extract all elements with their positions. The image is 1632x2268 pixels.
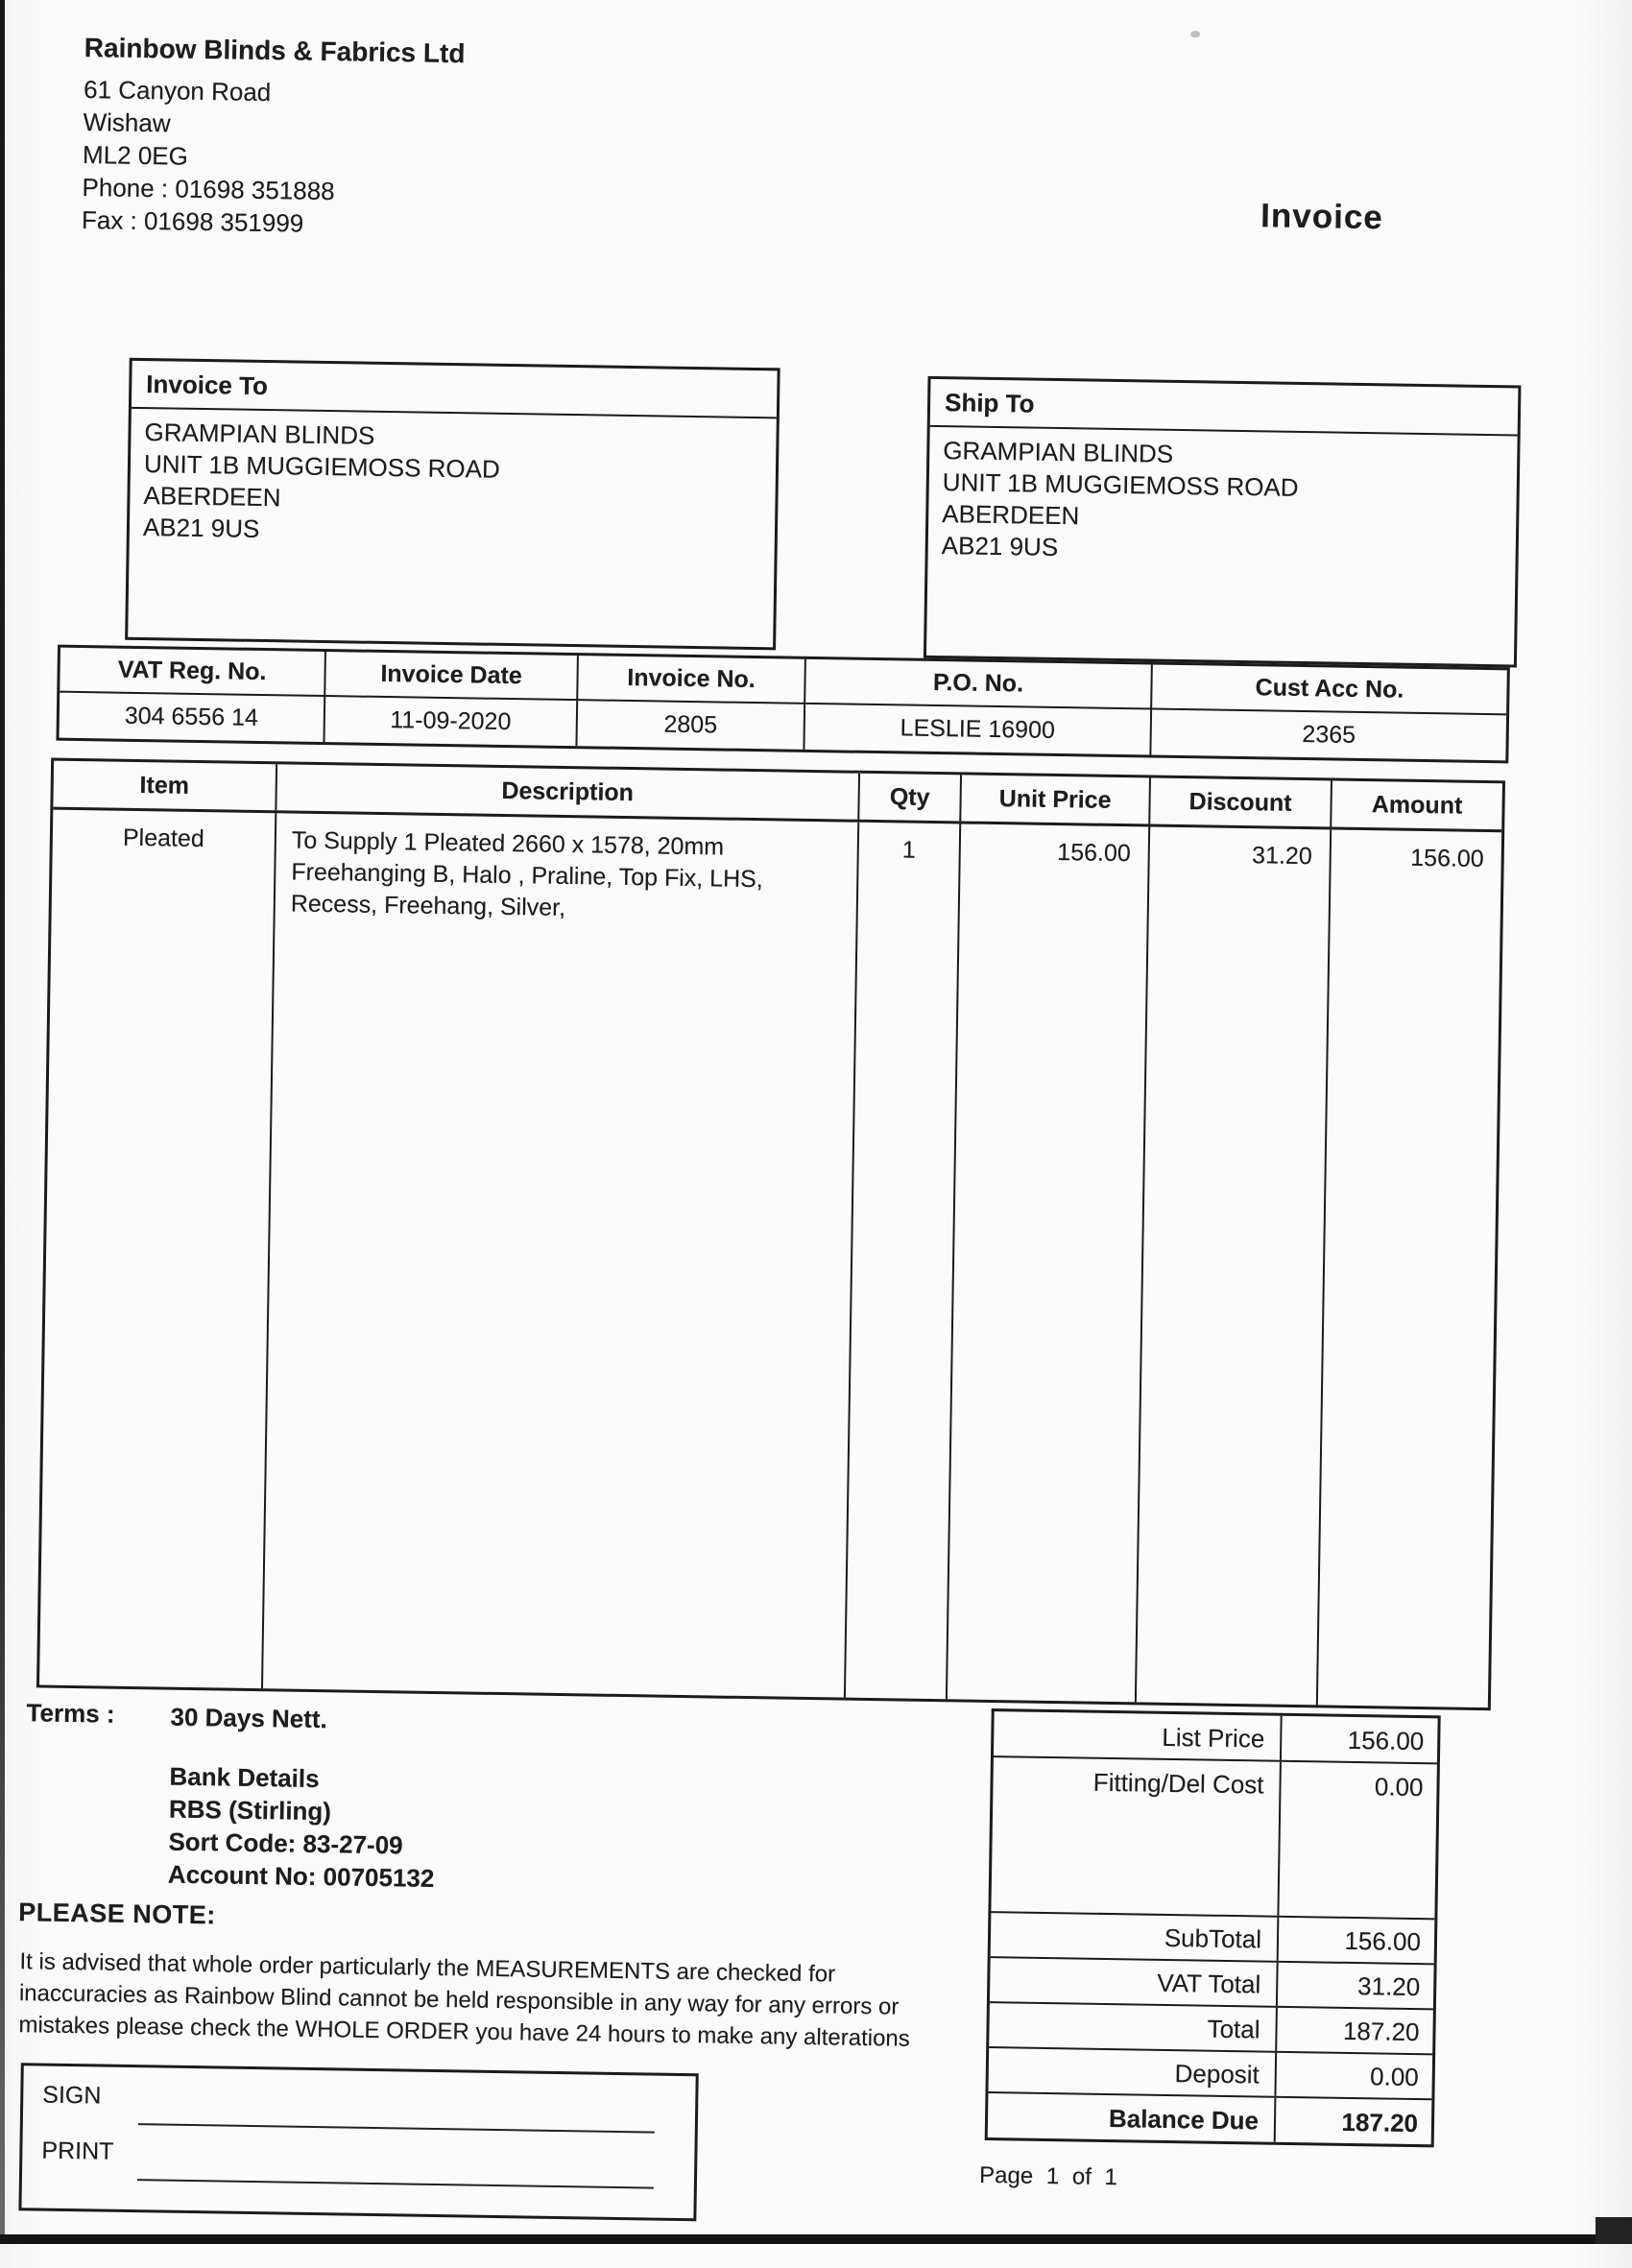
company-address-line: Wishaw (83, 107, 171, 138)
invoice-to-line: ABERDEEN (143, 481, 281, 513)
total-label: Deposit (988, 2048, 1277, 2096)
invoice-to-line: AB21 9US (142, 513, 260, 543)
total-label: Total (989, 2003, 1278, 2051)
meta-header-invoice-date: Invoice Date (325, 652, 579, 701)
invoice-to-address (130, 409, 777, 554)
total-row-deposit (988, 2048, 1432, 2100)
terms-value: 30 Days Nett. (170, 1702, 328, 1734)
items-header-qty: Qty (859, 774, 962, 822)
invoice-to-line: UNIT 1B MUGGIEMOSS ROAD (143, 449, 501, 484)
scan-edge-corner (1596, 2217, 1632, 2244)
ship-to-label: Ship To (930, 379, 1519, 437)
meta-value-cust-acc: 2365 (1302, 721, 1356, 749)
total-label: Fitting/Del Cost (991, 1757, 1281, 1916)
item-qty-cell: 1 (846, 823, 961, 1700)
company-address-line: 61 Canyon Road (83, 74, 272, 107)
total-value: 0.00 (1374, 1772, 1424, 1802)
bank-account-no: Account No: 00705132 (167, 1859, 435, 1893)
scan-speck (1190, 31, 1200, 37)
sign-label: SIGN (42, 2081, 102, 2110)
line-items-table (36, 758, 1505, 1711)
page-number-label: Page 1 of 1 (978, 2161, 1118, 2191)
company-address-line: ML2 0EG (82, 139, 189, 171)
item-unit-price-cell: 156.00 (948, 824, 1150, 1702)
bank-name: RBS (Stirling) (168, 1794, 332, 1826)
ship-to-address (928, 427, 1518, 571)
meta-header-cust-acc: Cust Acc No. (1152, 665, 1507, 716)
bank-sort-code: Sort Code: 83-27-09 (168, 1826, 403, 1860)
total-label: Balance Due (988, 2093, 1277, 2142)
bank-details-heading: Bank Details (169, 1761, 320, 1794)
invoice-to-line: GRAMPIAN BLINDS (144, 418, 375, 450)
scan-edge-left (0, 0, 5, 2244)
total-value: 187.20 (1341, 2107, 1419, 2138)
total-value: 187.20 (1342, 2016, 1420, 2047)
total-row-fitting-del-cost (991, 1757, 1436, 1920)
meta-header-vat-reg: VAT Reg. No. (60, 648, 326, 697)
meta-value-invoice-date: 11-09-2020 (324, 697, 578, 746)
signature-box (18, 2063, 698, 2221)
total-value: 156.00 (1347, 1725, 1425, 1756)
sign-line (138, 2123, 655, 2133)
total-row-subtotal (991, 1913, 1435, 1965)
ship-to-line: UNIT 1B MUGGIEMOSS ROAD (942, 467, 1299, 502)
items-header-unit-price: Unit Price (961, 775, 1151, 824)
ship-to-line: ABERDEEN (942, 499, 1080, 531)
print-label: PRINT (41, 2137, 114, 2165)
item-name-cell: Pleated (39, 810, 276, 1689)
item-amount-cell: 156.00 (1410, 844, 1484, 873)
total-row-total (989, 2003, 1433, 2055)
totals-table (985, 1708, 1441, 2147)
company-fax: Fax : 01698 351999 (81, 204, 304, 238)
total-value: 31.20 (1356, 1971, 1421, 2002)
invoice-to-label: Invoice To (132, 361, 778, 419)
total-value: 156.00 (1344, 1925, 1422, 1957)
item-description-cell: To Supply 1 Pleated 2660 x 1578, 20mm Freehanging B, Halo , Praline, Top Fix, LHS, Recess, Freehang, Silver, (263, 813, 859, 1697)
item-discount-cell: 31.20 (1137, 827, 1332, 1706)
ship-to-box (924, 376, 1522, 668)
items-header-item: Item (53, 761, 277, 811)
total-row-balance-due (988, 2093, 1432, 2144)
bank-details (168, 1760, 437, 1895)
terms-label: Terms : (26, 1698, 115, 1729)
total-row-list-price (994, 1711, 1438, 1764)
total-row-vat-total (990, 1958, 1434, 2010)
items-header-amount: Amount (1371, 790, 1463, 820)
company-header (82, 33, 466, 242)
document-title: Invoice (1260, 197, 1384, 237)
ship-to-line: GRAMPIAN BLINDS (943, 436, 1174, 468)
ship-to-line: AB21 9US (941, 531, 1059, 561)
total-label: VAT Total (990, 1958, 1279, 2006)
meta-header-invoice-no: Invoice No. (578, 656, 806, 704)
meta-header-po-no: P.O. No. (805, 659, 1153, 710)
meta-value-invoice-no: 2805 (577, 701, 805, 750)
items-header-description: Description (276, 764, 860, 820)
meta-value-po-no: LESLIE 16900 (804, 704, 1152, 755)
total-label: List Price (994, 1711, 1283, 1760)
scan-edge-bottom (0, 2234, 1632, 2244)
invoice-to-box (125, 358, 780, 651)
total-value: 0.00 (1369, 2062, 1420, 2092)
items-header-discount: Discount (1150, 778, 1332, 827)
print-line (137, 2179, 654, 2188)
total-label: SubTotal (991, 1913, 1280, 1961)
company-phone: Phone : 01698 351888 (82, 172, 335, 206)
please-note-body: It is advised that whole order particularly the MEASUREMENTS are checked for inaccuracies as Rainbow Blind cannot be held responsible in any way for any errors or mistakes please check the WHOLE ORDER you have 24 hours to make any alterations (18, 1948, 910, 2052)
please-note-heading: PLEASE NOTE: (18, 1898, 217, 1930)
company-name: Rainbow Blinds & Fabrics Ltd (84, 33, 466, 69)
table-row (39, 810, 1501, 1708)
meta-value-vat-reg: 304 6556 14 (60, 693, 326, 742)
